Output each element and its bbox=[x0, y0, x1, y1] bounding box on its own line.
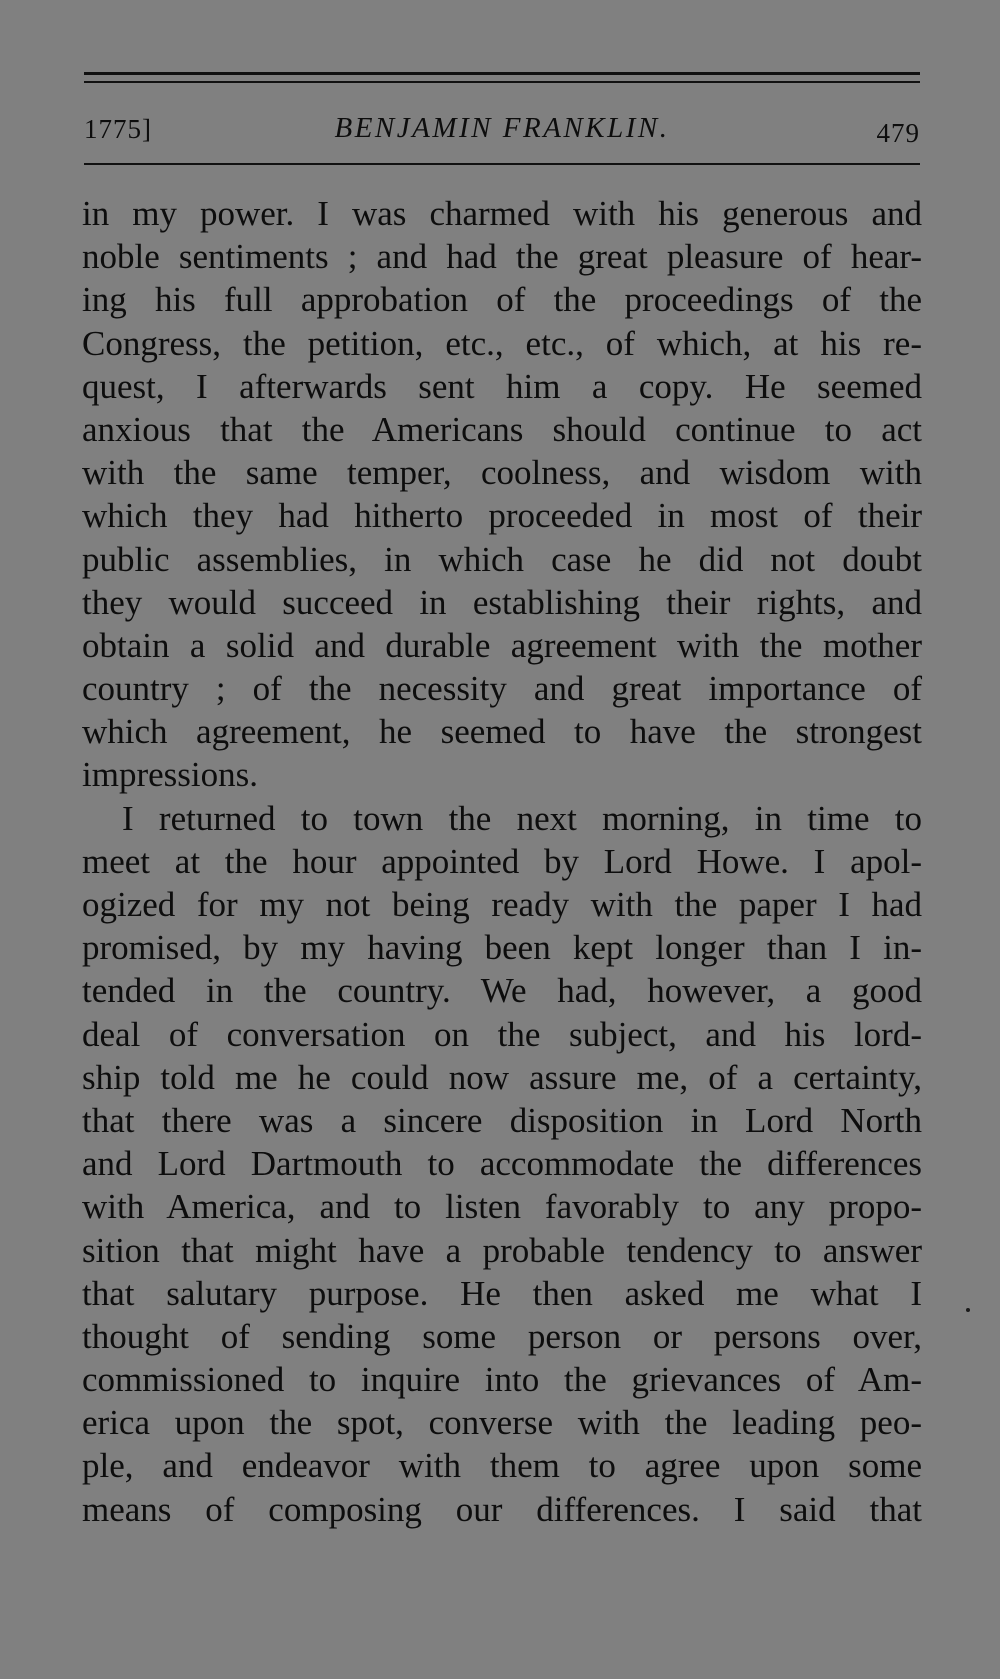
text-line: promised, by my having been kept longer than I in- bbox=[82, 928, 922, 968]
text-line: noble sentiments ; and had the great pleasure of hear- bbox=[82, 237, 922, 277]
text-line: commissioned to inquire into the grievances of Am- bbox=[82, 1360, 922, 1400]
text-line: deal of conversation on the subject, and his lord- bbox=[82, 1014, 922, 1054]
page-number: 479 bbox=[876, 118, 920, 148]
text-line: which they had hitherto proceeded in most of their bbox=[82, 496, 922, 536]
running-head bbox=[84, 108, 920, 148]
text-line: meet at the hour appointed by Lord Howe. I apol- bbox=[82, 841, 922, 881]
running-head-title: BENJAMIN FRANKLIN. bbox=[334, 112, 670, 144]
text-line: they would succeed in establishing their rights, and bbox=[82, 582, 922, 622]
paragraph-first-line: I returned to town the next morning, in time to bbox=[122, 798, 922, 838]
text-line: Congress, the petition, etc., etc., of which, at his re- bbox=[82, 323, 922, 363]
text-line: thought of sending some person or persons over, bbox=[82, 1316, 922, 1356]
text-line: with the same temper, coolness, and wisdom with bbox=[82, 453, 922, 493]
top-rule bbox=[84, 72, 920, 75]
text-line: with America, and to listen favorably to any propo- bbox=[82, 1187, 922, 1227]
text-line: country ; of the necessity and great importance of bbox=[82, 669, 922, 709]
top-rule-thin bbox=[84, 81, 920, 83]
text-line: quest, I afterwards sent him a copy. He seemed bbox=[82, 366, 922, 406]
print-speck bbox=[966, 1308, 970, 1312]
text-line: and Lord Dartmouth to accommodate the differences bbox=[82, 1144, 922, 1184]
text-line: obtain a solid and durable agreement with the mother bbox=[82, 625, 922, 665]
text-line: which agreement, he seemed to have the strongest bbox=[82, 712, 922, 752]
text-line: that there was a sincere disposition in Lord North bbox=[82, 1100, 922, 1140]
text-line: in my power. I was charmed with his generous and bbox=[82, 194, 922, 233]
text-line: tended in the country. We had, however, a good bbox=[82, 971, 922, 1011]
body-text bbox=[82, 192, 922, 1531]
text-line: ing his full approbation of the proceedings of the bbox=[82, 280, 922, 320]
header-rule bbox=[84, 163, 920, 165]
running-head-date: 1775] bbox=[84, 114, 152, 144]
text-line: ogized for my not being ready with the paper I had bbox=[82, 885, 922, 924]
text-line: anxious that the Americans should continue to act bbox=[82, 409, 922, 449]
text-line: impressions. bbox=[82, 755, 258, 795]
text-line: sition that might have a probable tendency to answer bbox=[82, 1230, 922, 1270]
text-line: erica upon the spot, converse with the leading peo- bbox=[82, 1403, 922, 1443]
text-line: ship told me he could now assure me, of a certainty, bbox=[82, 1057, 922, 1097]
text-line: means of composing our differences. I said that bbox=[82, 1489, 922, 1529]
text-line: ple, and endeavor with them to agree upon some bbox=[82, 1446, 922, 1486]
text-line: public assemblies, in which case he did not doubt bbox=[82, 539, 922, 579]
text-line: that salutary purpose. He then asked me what I bbox=[82, 1273, 922, 1313]
